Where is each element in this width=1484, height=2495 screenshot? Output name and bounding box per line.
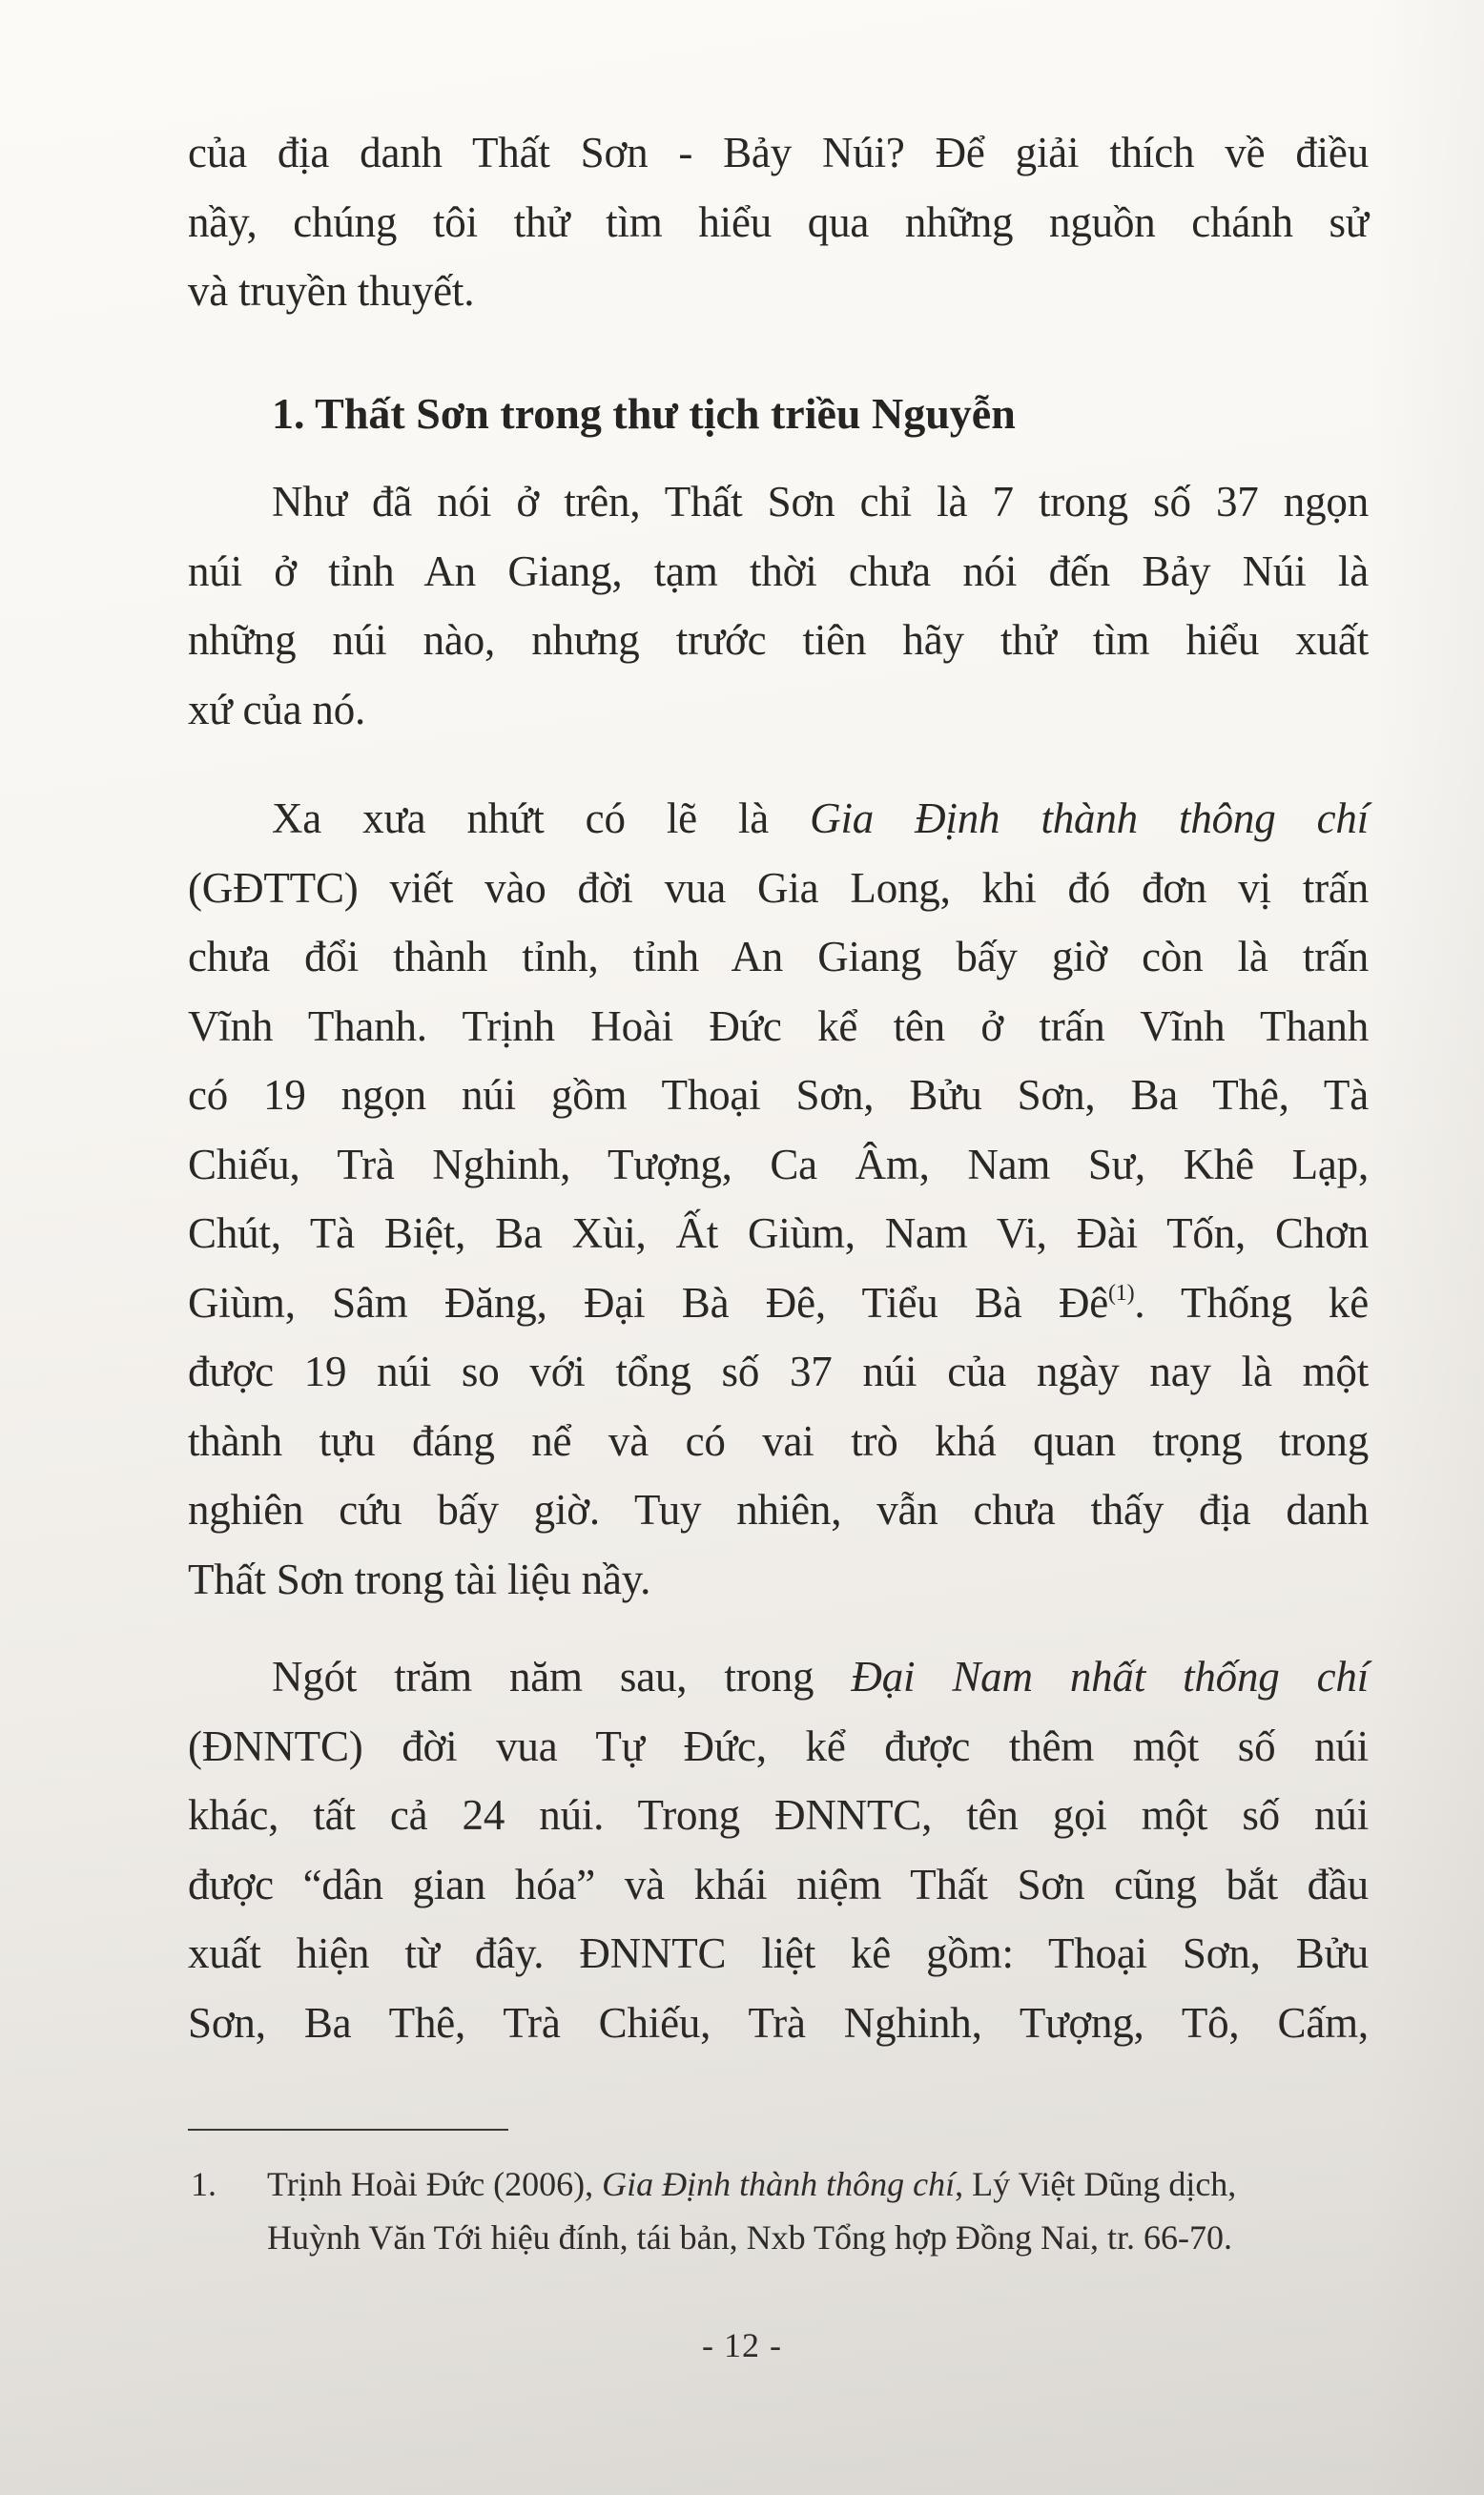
text-line: (GĐTTC) viết vào đời vua Gia Long, khi đó đơn vị trấn: [188, 863, 1369, 912]
paragraph-1: [188, 467, 1369, 744]
text-line: Sơn, Ba Thê, Trà Chiếu, Trà Nghinh, Tượng, Tô, Cấm,: [188, 1998, 1369, 2047]
page-number: - 12 -: [702, 2326, 782, 2364]
text-line: [188, 1268, 1369, 1338]
intro-paragraph: [188, 118, 1369, 326]
text-line: và truyền thuyết.: [188, 267, 475, 315]
text-line: [188, 784, 1369, 854]
body-text: [188, 118, 1369, 2057]
text-run: Giùm, Sâm Đăng, Đại Bà Đê, Tiểu Bà Đê: [188, 1278, 1109, 1327]
text-run: Trịnh Hoài Đức (2006),: [267, 2165, 603, 2203]
text-line: nầy, chúng tôi thử tìm hiểu qua những nguồn chánh sử: [188, 197, 1369, 246]
text-line: Vĩnh Thanh. Trịnh Hoài Đức kể tên ở trấn Vĩnh Thanh: [188, 1001, 1369, 1050]
paragraph-spacing: [188, 744, 1369, 784]
text-line: có 19 ngọn núi gồm Thoại Sơn, Bửu Sơn, Ba Thê, Tà: [188, 1071, 1369, 1119]
book-title: Đại Nam nhất thống chí: [851, 1653, 1369, 1701]
paragraph-3: [188, 1642, 1369, 2057]
text-run: . Thống kê: [1134, 1278, 1369, 1327]
text-run: Ngót trăm năm sau, trong: [272, 1653, 852, 1701]
text-line: Chút, Tà Biệt, Ba Xùi, Ất Giùm, Nam Vi, Đài Tốn, Chơn: [188, 1209, 1369, 1257]
text-run: Xa xưa nhứt có lẽ là: [272, 794, 811, 842]
text-run: , Lý Việt Dũng dịch,: [955, 2165, 1237, 2203]
footnote-line: Huỳnh Văn Tới hiệu đính, tái bản, Nxb Tổng hợp Đồng Nai, tr. 66-70.: [267, 2218, 1232, 2257]
text-line: Thất Sơn trong tài liệu nầy.: [188, 1555, 651, 1603]
paragraph-spacing: [188, 1614, 1369, 1642]
book-title: Gia Định thành thông chí: [810, 794, 1369, 842]
text-line: những núi nào, nhưng trước tiên hãy thử tìm hiểu xuất: [188, 616, 1369, 664]
text-line: xuất hiện từ đây. ĐNNTC liệt kê gồm: Thoại Sơn, Bửu: [188, 1929, 1369, 1977]
text-line: xứ của nó.: [188, 685, 366, 733]
footnote-separator: [188, 2129, 508, 2131]
text-line: [188, 1642, 1369, 1712]
footnote-reference[interactable]: (1): [1108, 1280, 1135, 1306]
text-line: được 19 núi so với tổng số 37 núi của ngày nay là một: [188, 1348, 1369, 1395]
paragraph-2: [188, 784, 1369, 1614]
footnote-line: [267, 2157, 1371, 2211]
text-line: của địa danh Thất Sơn - Bảy Núi? Để giải thích về điều: [188, 129, 1369, 176]
footnotes: [188, 2157, 1371, 2264]
text-line: chưa đổi thành tỉnh, tỉnh An Giang bấy giờ còn là trấn: [188, 933, 1369, 980]
text-line: (ĐNNTC) đời vua Tự Đức, kể được thêm một số núi: [188, 1722, 1369, 1770]
footnote-number: 1.: [191, 2165, 216, 2203]
book-title: Gia Định thành thông chí: [602, 2165, 956, 2203]
section-heading: 1. Thất Sơn trong thư tịch triều Nguyễn: [272, 388, 1016, 438]
text-line: núi ở tỉnh An Giang, tạm thời chưa nói đến Bảy Núi là: [188, 546, 1369, 595]
text-line: được “dân gian hóa” và khái niệm Thất Sơn cũng bắt đầu: [188, 1860, 1369, 1908]
text-line: Như đã nói ở trên, Thất Sơn chỉ là 7 trong số 37 ngọn: [272, 478, 1369, 526]
text-line: thành tựu đáng nể và có vai trò khá quan trọng trong: [188, 1416, 1369, 1465]
text-line: Chiếu, Trà Nghinh, Tượng, Ca Âm, Nam Sư, Khê Lạp,: [188, 1140, 1369, 1188]
text-line: nghiên cứu bấy giờ. Tuy nhiên, vẫn chưa thấy địa danh: [188, 1486, 1369, 1534]
footnote-item: [188, 2157, 1371, 2264]
page-edge-shade: [1370, 0, 1484, 2495]
text-line: khác, tất cả 24 núi. Trong ĐNNTC, tên gọi một số núi: [188, 1791, 1369, 1839]
